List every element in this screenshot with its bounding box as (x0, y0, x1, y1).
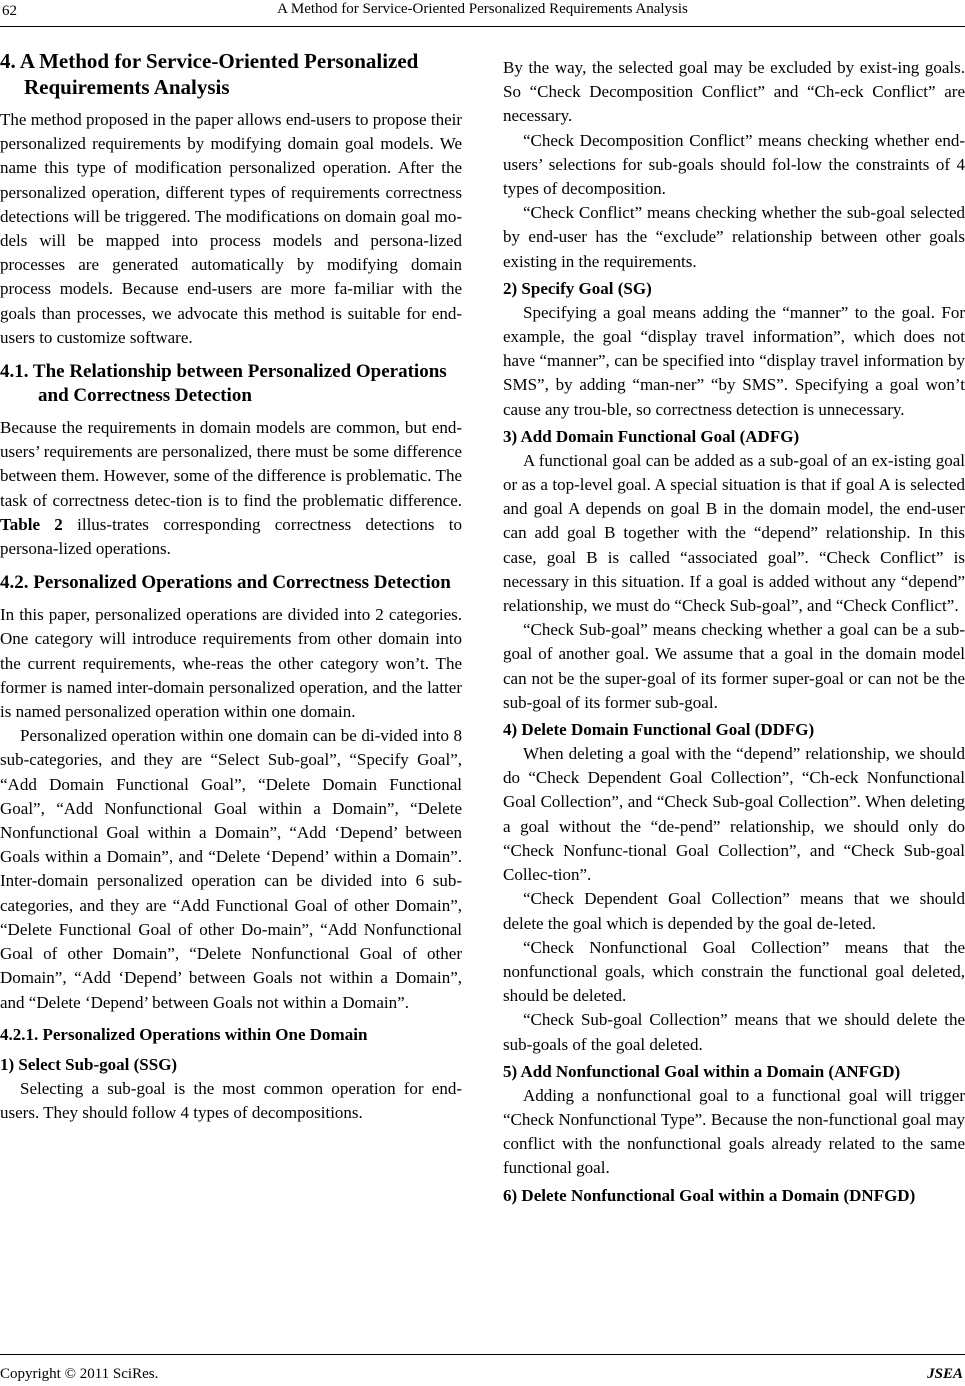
body-text: illus-trates corresponding correctness detections to persona-lized operations. (0, 514, 462, 559)
left-column (0, 48, 462, 1125)
section-4-intro: The method proposed in the paper allows end-users to propose their personalized requirements by modifying domain goal models. We name this type of modification personalized operation. After the personalized operation, different types of requirements correctness detections will be triggered. The modifications on domain goal mo-dels will be mapped into process models and persona-lized processes are generated automatically by modifying domain process models. Because end-users are more fa-miliar with the goals than processes, we advocate this method is suitable for end-users to customize software. (0, 110, 462, 347)
dnfgd-heading: 6) Delete Nonfunctional Goal within a Domain (DNFGD) (503, 1185, 916, 1205)
subsection-4-1-body (0, 416, 462, 561)
anfgd-heading: 5) Add Nonfunctional Goal within a Domain (ANFGD) (503, 1061, 901, 1081)
subsection-4-1-title: 4.1. The Relationship between Personalized Operations and Correctness Detection (0, 361, 447, 407)
sg-paragraph-1: Specifying a goal means adding the “manner” to the goal. For example, the goal “display travel information”, which does not have “manner”, can be specified into “display travel information by SMS”, by adding “man-ner” “by SMS”. Specifying a goal won’t cause any trou-ble, so correctness detection is unnecessary. (503, 302, 965, 419)
subsection-4-2-title: 4.2. Personalized Operations and Correctness Detection (0, 572, 451, 594)
journal-abbreviation: JSEA (927, 1366, 963, 1382)
right-column (503, 56, 965, 1208)
ddfg-paragraph-1: When deleting a goal with the “depend” relationship, we should do “Check Dependent Goal Collection”, “Ch-eck Nonfunctional Goal Collection”, and “Check Sub-goal Collection”. When deleting a goal without the “de-pend” relationship, we should only do “Check Nonfunc-tional Goal Collection”, and “Check Sub-goal Collec-tion”. (503, 744, 965, 885)
page-number: 62 (2, 3, 17, 19)
copyright-notice: Copyright © 2011 SciRes. (0, 1366, 159, 1382)
subsection-4-2-paragraph-2: Personalized operation within one domain can be di-vided into 8 sub-categories, and they are “Select Sub-goal”, “Specify Goal”, “Add Domain Functional Goal”, “Delete Domain Functional Goal”, “Add Nonfunctional Goal within a Domain”, “Delete Nonfunctional Goal within a Domain”, “Add ‘Depend’ between Goals within a Domain”, and “Delete ‘Depend’ within a Domain”. Inter-domain personalized operation can be divided into 6 sub-categories, and they are “Add Functional Goal of other Domain”, “Delete Functional Goal of other Do-main”, “Add Nonfunctional Goal of other Domain”, “Delete Nonfunctional Goal of other Domain”, “Add ‘Depend’ between Goals not within a Domain”, and “Delete ‘Depend’ between Goals not within a Domain”. (0, 726, 462, 1012)
ssg-paragraph-1: Selecting a sub-goal is the most common operation for end-users. They should follow 4 types of decompositions. (0, 1078, 462, 1122)
ddfg-paragraph-4: “Check Sub-goal Collection” means that we should delete the sub-goals of the goal deleted. (503, 1010, 965, 1054)
ddfg-heading: 4) Delete Domain Functional Goal (DDFG) (503, 720, 815, 740)
ssg-paragraph-3: “Check Decomposition Conflict” means checking whether end-users’ selections for sub-goals should fol-low the constraints of 4 types of decomposition. (503, 130, 965, 199)
footer-rule (0, 1354, 965, 1355)
running-title: A Method for Service-Oriented Personalized Requirements Analysis (277, 1, 688, 17)
body-text: Because the requirements in domain models are common, but end-users’ requirements are personalized, there must be some difference between them. However, some of the difference is problematic. The task of correctness detec-tion is to find the problematic difference. (0, 418, 462, 510)
ddfg-paragraph-2: “Check Dependent Goal Collection” means that we should delete the goal which is depended by the goal de-leted. (503, 889, 965, 933)
page-header (0, 0, 965, 32)
subsection-4-2-1-title: 4.2.1. Personalized Operations within One Domain (0, 1024, 368, 1044)
ssg-paragraph-4: “Check Conflict” means checking whether the sub-goal selected by end-user has the “exclude” relationship between other goals existing in the requirements. (503, 203, 965, 271)
adfg-heading: 3) Add Domain Functional Goal (ADFG) (503, 426, 800, 446)
page-footer (0, 1354, 965, 1384)
header-rule (0, 26, 965, 27)
adfg-paragraph-1: A functional goal can be added as a sub-goal of an ex-isting goal or as a top-level goal. A special situation is that if goal A is selected and goal A depends on goal B in the domain model, the end-user can add goal B together with the “depend” relationship. In this case, goal B is called “associated goal”. “Check Conflict” is necessary in this situation. If a goal is added without any “depend” relationship, we must do “Check Sub-goal”, and “Check Conflict”. (503, 450, 965, 616)
adfg-paragraph-2: “Check Sub-goal” means checking whether a goal can be a sub-goal of another goal. We assume that a goal in the domain model can not be the super-goal of its former super-goal or can not be the sub-goal of its former sub-goal. (503, 620, 965, 712)
anfgd-paragraph-1: Adding a nonfunctional goal to a functional goal will trigger “Check Nonfunctional Type”. Because the non-functional goal may conflict with the nonfunctional goals already related to the same functional goal. (503, 1085, 965, 1178)
ssg-paragraph-2: By the way, the selected goal may be excluded by exist-ing goals. So “Check Decomposition Conflict” and “Ch-eck Conflict” are necessary. (503, 58, 965, 126)
ddfg-paragraph-3: “Check Nonfunctional Goal Collection” means that the nonfunctional goals, which constrain the functional goal deleted, should be deleted. (503, 937, 965, 1006)
table-2-reference: Table 2 (0, 514, 63, 534)
ssg-heading: 1) Select Sub-goal (SSG) (0, 1054, 178, 1074)
sg-heading: 2) Specify Goal (SG) (503, 278, 652, 298)
subsection-4-2-paragraph-1: In this paper, personalized operations are divided into 2 categories. One category will introduce requirements from other domain into the current requirements, whe-reas the other category won’t. The former is named inter-domain personalized operation, and the latter is named personalized operation within one domain. (0, 605, 462, 722)
section-4-title: 4. A Method for Service-Oriented Personalized Requirements Analysis (0, 49, 419, 99)
